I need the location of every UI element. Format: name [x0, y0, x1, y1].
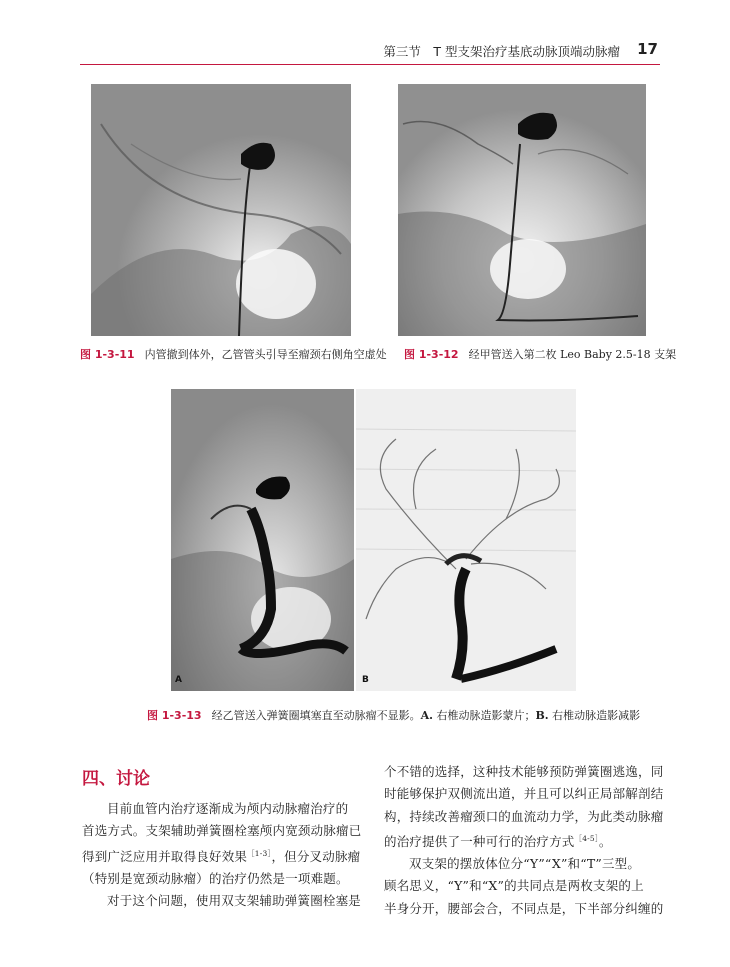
text-line: 对于这个问题，使用双支架辅助弹簧圈栓塞是: [107, 893, 362, 909]
figure-caption-1-3-12: [404, 346, 676, 362]
running-header: [80, 40, 660, 65]
citation: ［1-3］: [247, 848, 272, 858]
text-line: 半身分开，腰部会合，不同点是，下半部分纠缠的: [384, 900, 664, 916]
figure-caption-text: 内管撤到体外，乙管管头引导至瘤颈右侧角空虚处: [144, 348, 387, 361]
panel-label-b: B: [362, 675, 369, 685]
text-line: 的治疗提供了一种可行的治疗方式$^{[4-5]}$。: [384, 833, 612, 849]
section-title: 第三节 T 型支架治疗基底动脉顶端动脉瘤: [383, 44, 620, 59]
text-line: 首选方式。支架辅助弹簧圈栓塞颅内宽颈动脉瘤已: [82, 823, 362, 839]
panel-ref-b: B.: [535, 709, 549, 722]
panel-text-a: 右椎动脉造影蒙片；: [432, 709, 536, 722]
citation: ［4-5］: [574, 833, 599, 843]
figure-caption-text: 经乙管送入弹簧圈填塞直至动脉瘤不显影。: [211, 709, 421, 722]
angiogram-image-1-3-13-b: [356, 389, 576, 691]
left-column: [82, 798, 364, 912]
panel-label-a: A: [175, 675, 182, 685]
text-line: 目前血管内治疗逐渐成为颅内动脉瘤治疗的: [107, 801, 349, 816]
figure-number: 图 1-3-11: [80, 348, 135, 361]
figure-caption-1-3-11: [80, 346, 387, 362]
text-line: 个不错的选择，这种技术能够预防弹簧圈逃逸，同: [384, 764, 664, 779]
text-line: 时能够保护双侧流出道，并且可以纠正局部解剖结: [384, 786, 664, 802]
text-line: 双支架的摆放体位分“Y”“X”和“T”三型。: [409, 856, 641, 872]
section-heading: 四、讨论: [82, 769, 150, 789]
text-line: 得到广泛应用并取得良好效果$^{[1-3]}$，但分叉动脉瘤: [82, 848, 361, 864]
figure-caption-1-3-13: [147, 707, 640, 723]
right-column: [384, 761, 668, 920]
text-line: （特别是宽颈动脉瘤）的治疗仍然是一项难题。: [82, 870, 349, 886]
figure-number: 图 1-3-12: [404, 348, 459, 361]
figure-caption-text: 经甲管送入第二枚 Leo Baby 2.5-18 支架: [468, 348, 677, 361]
angiogram-image-1-3-12: [398, 84, 646, 336]
panel-text-b: 右椎动脉造影减影: [548, 709, 641, 722]
figure-number: 图 1-3-13: [147, 709, 202, 722]
text-line: 顾名思义，“Y”和“X”的共同点是两枚支架的上: [384, 878, 644, 894]
angiogram-image-1-3-13-a: [171, 389, 354, 691]
page-number: 17: [637, 40, 658, 58]
angiogram-image-1-3-11: [91, 84, 351, 336]
panel-ref-a: A.: [420, 709, 433, 722]
text-line: 构，持续改善瘤颈口的血流动力学，为此类动脉瘤: [384, 808, 664, 824]
